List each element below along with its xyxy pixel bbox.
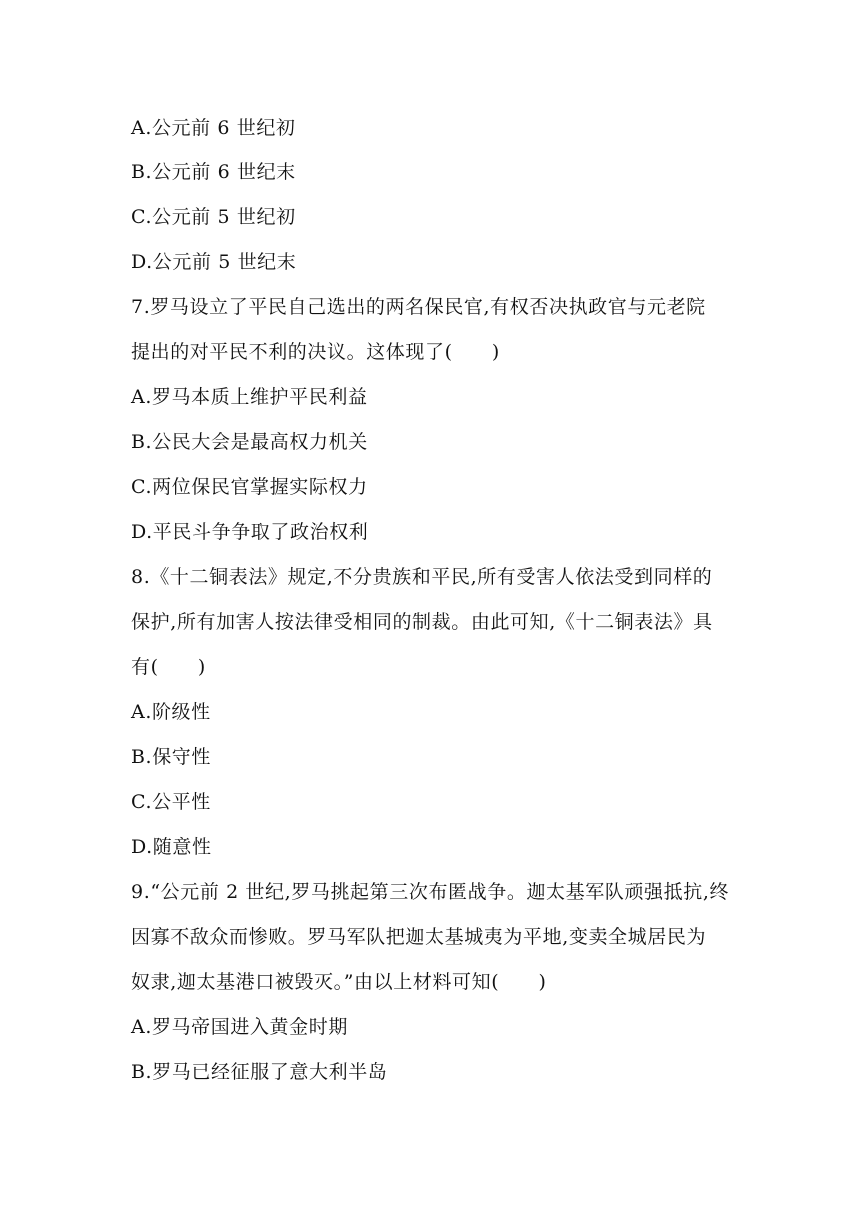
option-b-q9: B.罗马已经征服了意大利半岛 bbox=[131, 1061, 388, 1083]
option-a-q6: A.公元前 6 世纪初 bbox=[131, 117, 296, 139]
option-c-q8: C.公平性 bbox=[131, 791, 211, 813]
option-d-q6: D.公元前 5 世纪末 bbox=[131, 251, 297, 273]
option-d-q8: D.随意性 bbox=[131, 836, 212, 858]
option-c-q7: C.两位保民官掌握实际权力 bbox=[131, 476, 368, 498]
option-b-q8: B.保守性 bbox=[131, 746, 212, 768]
question-8-line-1: 8.《十二铜表法》规定,不分贵族和平民,所有受害人依法受到同样的 bbox=[131, 566, 713, 588]
question-7-line-2: 提出的对平民不利的决议。这体现了( ) bbox=[131, 341, 500, 363]
option-d-q7: D.平民斗争争取了政治权利 bbox=[131, 521, 369, 543]
question-9-line-3: 奴隶,迦太基港口被毁灭。”由以上材料可知( ) bbox=[131, 971, 547, 993]
question-9-line-2: 因寡不敌众而惨败。罗马军队把迦太基城夷为平地,变卖全城居民为 bbox=[131, 926, 707, 948]
option-b-q7: B.公民大会是最高权力机关 bbox=[131, 431, 368, 453]
option-a-q9: A.罗马帝国进入黄金时期 bbox=[131, 1016, 348, 1038]
option-a-q8: A.阶级性 bbox=[131, 701, 211, 723]
question-8-line-3: 有( ) bbox=[131, 656, 206, 678]
question-7-line-1: 7.罗马设立了平民自己选出的两名保民官,有权否决执政官与元老院 bbox=[131, 296, 706, 318]
question-9-line-1: 9.“公元前 2 世纪,罗马挑起第三次布匿战争。迦太基军队顽强抵抗,终 bbox=[131, 881, 730, 903]
option-a-q7: A.罗马本质上维护平民利益 bbox=[131, 386, 368, 408]
option-c-q6: C.公元前 5 世纪初 bbox=[131, 206, 296, 228]
question-8-line-2: 保护,所有加害人按法律受相同的制裁。由此可知,《十二铜表法》具 bbox=[131, 611, 713, 633]
option-b-q6: B.公元前 6 世纪末 bbox=[131, 161, 296, 183]
